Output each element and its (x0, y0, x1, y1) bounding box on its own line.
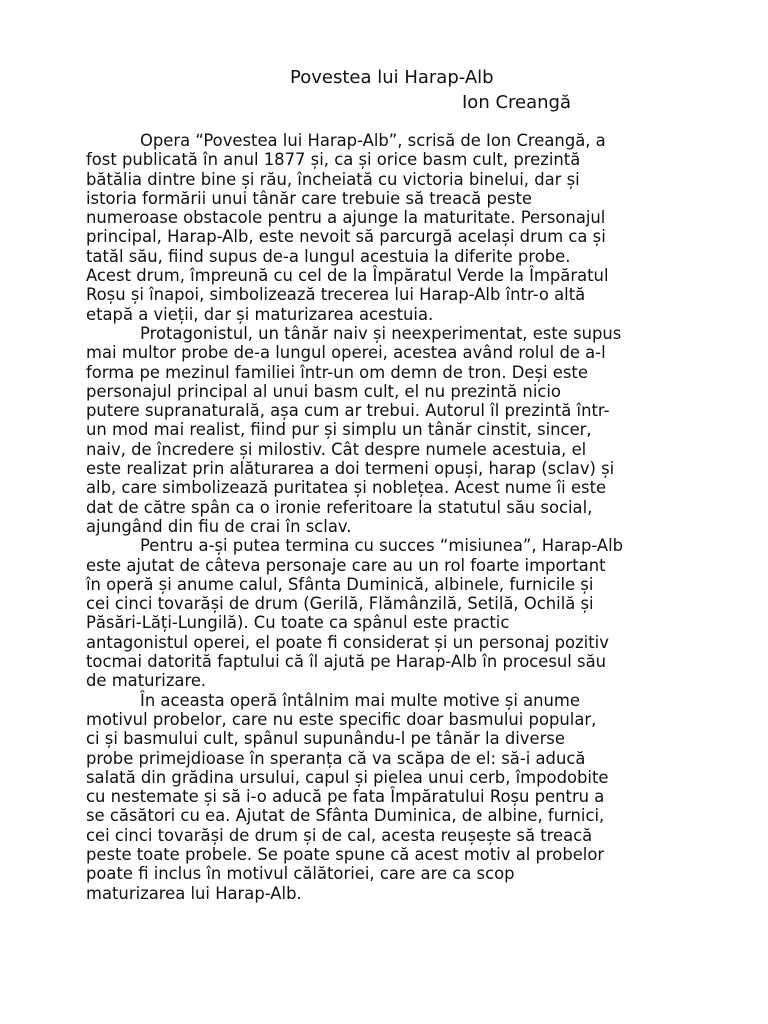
paragraph-line: Opera “Povestea lui Harap-Alb”, scrisă de Ion Creangă, a (140, 131, 606, 150)
paragraph-line: istoria formării unui tânăr care trebuie să treacă peste (86, 188, 532, 208)
paragraph-line: se căsători cu ea. Ajutat de Sfânta Duminica, de albine, furnici, (86, 806, 605, 826)
paragraph-line: fost publicată în anul 1877 și, ca și orice basm cult, prezintă (86, 150, 581, 170)
paragraph-line: cei cinci tovarăși de drum și de cal, acesta reușește să treacă (86, 825, 593, 845)
paragraph-line: principal, Harap-Alb, este nevoit să parcurgă același drum ca și (86, 227, 606, 247)
document-title: Povestea lui Harap-Alb (290, 67, 494, 88)
paragraph-line: de maturizare. (86, 671, 207, 691)
paragraph-line: dat de către spân ca o ironie referitoare la statutul său social, (86, 497, 593, 517)
paragraph-line: antagonistul operei, el poate fi considerat și un personaj pozitiv (86, 632, 609, 652)
paragraph-line: salată din grădina ursului, capul și pielea unui cerb, împodobite (86, 767, 609, 787)
paragraph-line: peste toate probele. Se poate spune că acest motiv al probelor (86, 844, 605, 864)
paragraph-line: ci și basmului cult, spânul supunându-l pe tânăr la diverse (86, 729, 565, 749)
paragraph-line: ajungând din fiu de crai în sclav. (86, 516, 352, 536)
paragraph-line: în operă și anume calul, Sfânta Duminică, albinele, furnicile și (86, 574, 594, 594)
document-author: Ion Creangă (462, 92, 571, 113)
paragraph-line: motivul probelor, care nu este specific doar basmului popular, (86, 709, 597, 729)
paragraph-line: În aceasta operă întâlnim mai multe motive și anume (140, 690, 580, 710)
paragraph-line: mai multor probe de-a lungul operei, acestea având rolul de a-l (86, 343, 606, 363)
paragraph-line: Protagonistul, un tânăr naiv și neexperimentat, este supus (140, 323, 622, 343)
paragraph-line: tocmai datorită faptului că îl ajută pe Harap-Alb în procesul său (86, 652, 607, 672)
paragraph-line: forma pe mezinul familiei într-un om demn de tron. Deși este (86, 362, 588, 382)
paragraph-line: cu nestemate și să i-o aducă pe fata Împăratului Roșu pentru a (86, 787, 605, 807)
paragraph-line: Acest drum, împreună cu cel de la Împăratul Verde la Împăratul (86, 266, 609, 286)
paragraph-line: poate fi inclus în motivul călătoriei, care are ca scop (86, 864, 515, 884)
paragraph-line: maturizarea lui Harap-Alb. (86, 883, 302, 903)
paragraph-line: este realizat prin alăturarea a doi termeni opuși, harap (sclav) și (86, 459, 615, 479)
paragraph-line: Roșu și înapoi, simbolizează trecerea lui Harap-Alb într-o altă (86, 285, 586, 305)
paragraph-line: un mod mai realist, fiind pur și simplu un tânăr cinstit, sincer, (86, 420, 592, 440)
paragraph-line: bătălia dintre bine și rău, încheiată cu victoria binelui, dar și (86, 169, 580, 189)
paragraph-line: Păsări-Lăți-Lungilă). Cu toate ca spânul este practic (86, 613, 510, 633)
paragraph-line: tatăl său, fiind supus de-a lungul acestuia la diferite probe. (86, 246, 571, 266)
paragraph-line: putere supranaturală, așa cum ar trebui. Autorul îl prezintă într- (86, 401, 610, 421)
paragraph-line: alb, care simbolizează puritatea și noblețea. Acest nume îi este (86, 478, 607, 498)
paragraph-line: este ajutat de câteva personaje care au un rol foarte important (86, 555, 606, 575)
paragraph-line: cei cinci tovarăși de drum (Gerilă, Flămânzilă, Setilă, Ochilă și (86, 594, 594, 614)
paragraph-line: numeroase obstacole pentru a ajunge la maturitate. Personajul (86, 208, 606, 228)
document-body (86, 131, 686, 903)
paragraph-line: probe primejdioase în speranța că va scăpa de el: să-i aducă (86, 748, 586, 768)
paragraph (86, 131, 686, 324)
paragraph-line: personajul principal al unui basm cult, el nu prezintă nicio (86, 381, 561, 401)
paragraph (86, 691, 686, 903)
paragraph-line: etapă a vieții, dar și maturizarea acestuia. (86, 304, 434, 324)
paragraph (86, 324, 686, 536)
paragraph-line: naiv, de încredere și milostiv. Cât despre numele acestuia, el (86, 439, 587, 459)
paragraph-line: Pentru a-și putea termina cu succes “misiunea”, Harap-Alb (140, 536, 624, 556)
paragraph (86, 536, 686, 690)
